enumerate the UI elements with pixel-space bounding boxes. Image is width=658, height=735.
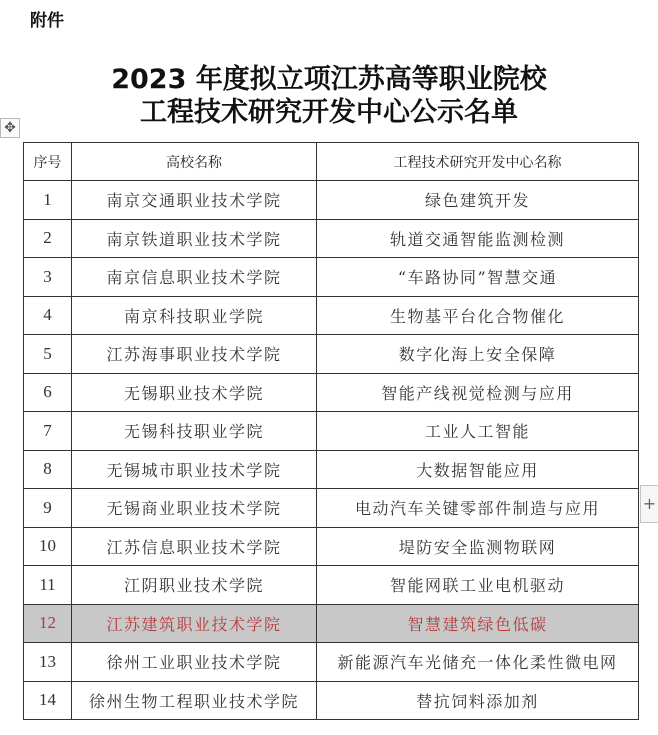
row-index: 9	[24, 489, 72, 528]
table-row	[24, 219, 639, 258]
table-row	[24, 527, 639, 566]
table-header-row	[24, 143, 639, 181]
row-center: 替抗饲料添加剂	[317, 681, 639, 720]
row-school: 无锡职业技术学院	[72, 373, 317, 412]
row-center: 电动汽车关键零部件制造与应用	[317, 489, 639, 528]
row-index: 1	[24, 181, 72, 220]
table-row	[24, 335, 639, 374]
row-school: 江苏建筑职业技术学院	[72, 604, 317, 643]
table-row	[24, 181, 639, 220]
row-center: 生物基平台化合物催化	[317, 296, 639, 335]
table-row	[24, 489, 639, 528]
table-row	[24, 412, 639, 451]
row-school: 江苏海事职业技术学院	[72, 335, 317, 374]
row-index: 4	[24, 296, 72, 335]
document-title-line-2: 工程技术研究开发中心公示名单	[140, 97, 518, 128]
move-arrows-icon[interactable]: ✥	[0, 118, 20, 138]
row-center: 大数据智能应用	[317, 450, 639, 489]
document-title-line-1: 2023 年度拟立项江苏高等职业院校	[111, 64, 547, 95]
row-index: 12	[24, 604, 72, 643]
row-center: 堤防安全监测物联网	[317, 527, 639, 566]
row-index: 6	[24, 373, 72, 412]
table-row	[24, 681, 639, 720]
row-center: 新能源汽车光储充一体化柔性微电网	[317, 643, 639, 682]
table-row	[24, 373, 639, 412]
row-center: 数字化海上安全保障	[317, 335, 639, 374]
row-school: 徐州工业职业技术学院	[72, 643, 317, 682]
row-center: 智能网联工业电机驱动	[317, 566, 639, 605]
row-school: 江苏信息职业技术学院	[72, 527, 317, 566]
row-school: 无锡商业职业技术学院	[72, 489, 317, 528]
header-center: 工程技术研究开发中心名称	[317, 143, 639, 181]
row-center: 绿色建筑开发	[317, 181, 639, 220]
row-index: 14	[24, 681, 72, 720]
table-row	[24, 258, 639, 297]
row-school: 无锡城市职业技术学院	[72, 450, 317, 489]
row-index: 10	[24, 527, 72, 566]
row-school: 南京科技职业学院	[72, 296, 317, 335]
plus-icon[interactable]: +	[640, 485, 658, 523]
header-index: 序号	[24, 143, 72, 181]
row-center: “车路协同”智慧交通	[317, 258, 639, 297]
row-center: 轨道交通智能监测检测	[317, 219, 639, 258]
row-school: 江阴职业技术学院	[72, 566, 317, 605]
row-index: 3	[24, 258, 72, 297]
table-row	[24, 566, 639, 605]
row-school: 南京信息职业技术学院	[72, 258, 317, 297]
row-center: 工业人工智能	[317, 412, 639, 451]
table-row-highlighted	[24, 604, 639, 643]
row-school: 无锡科技职业学院	[72, 412, 317, 451]
roster-table	[23, 142, 639, 720]
header-school: 高校名称	[72, 143, 317, 181]
row-index: 7	[24, 412, 72, 451]
row-index: 8	[24, 450, 72, 489]
row-school: 南京交通职业技术学院	[72, 181, 317, 220]
row-index: 5	[24, 335, 72, 374]
row-index: 13	[24, 643, 72, 682]
attachment-label: 附件	[30, 11, 64, 31]
row-center: 智能产线视觉检测与应用	[317, 373, 639, 412]
table-row	[24, 643, 639, 682]
row-school: 徐州生物工程职业技术学院	[72, 681, 317, 720]
table-row	[24, 450, 639, 489]
row-index: 2	[24, 219, 72, 258]
row-index: 11	[24, 566, 72, 605]
row-center: 智慧建筑绿色低碳	[317, 604, 639, 643]
table-row	[24, 296, 639, 335]
row-school: 南京铁道职业技术学院	[72, 219, 317, 258]
